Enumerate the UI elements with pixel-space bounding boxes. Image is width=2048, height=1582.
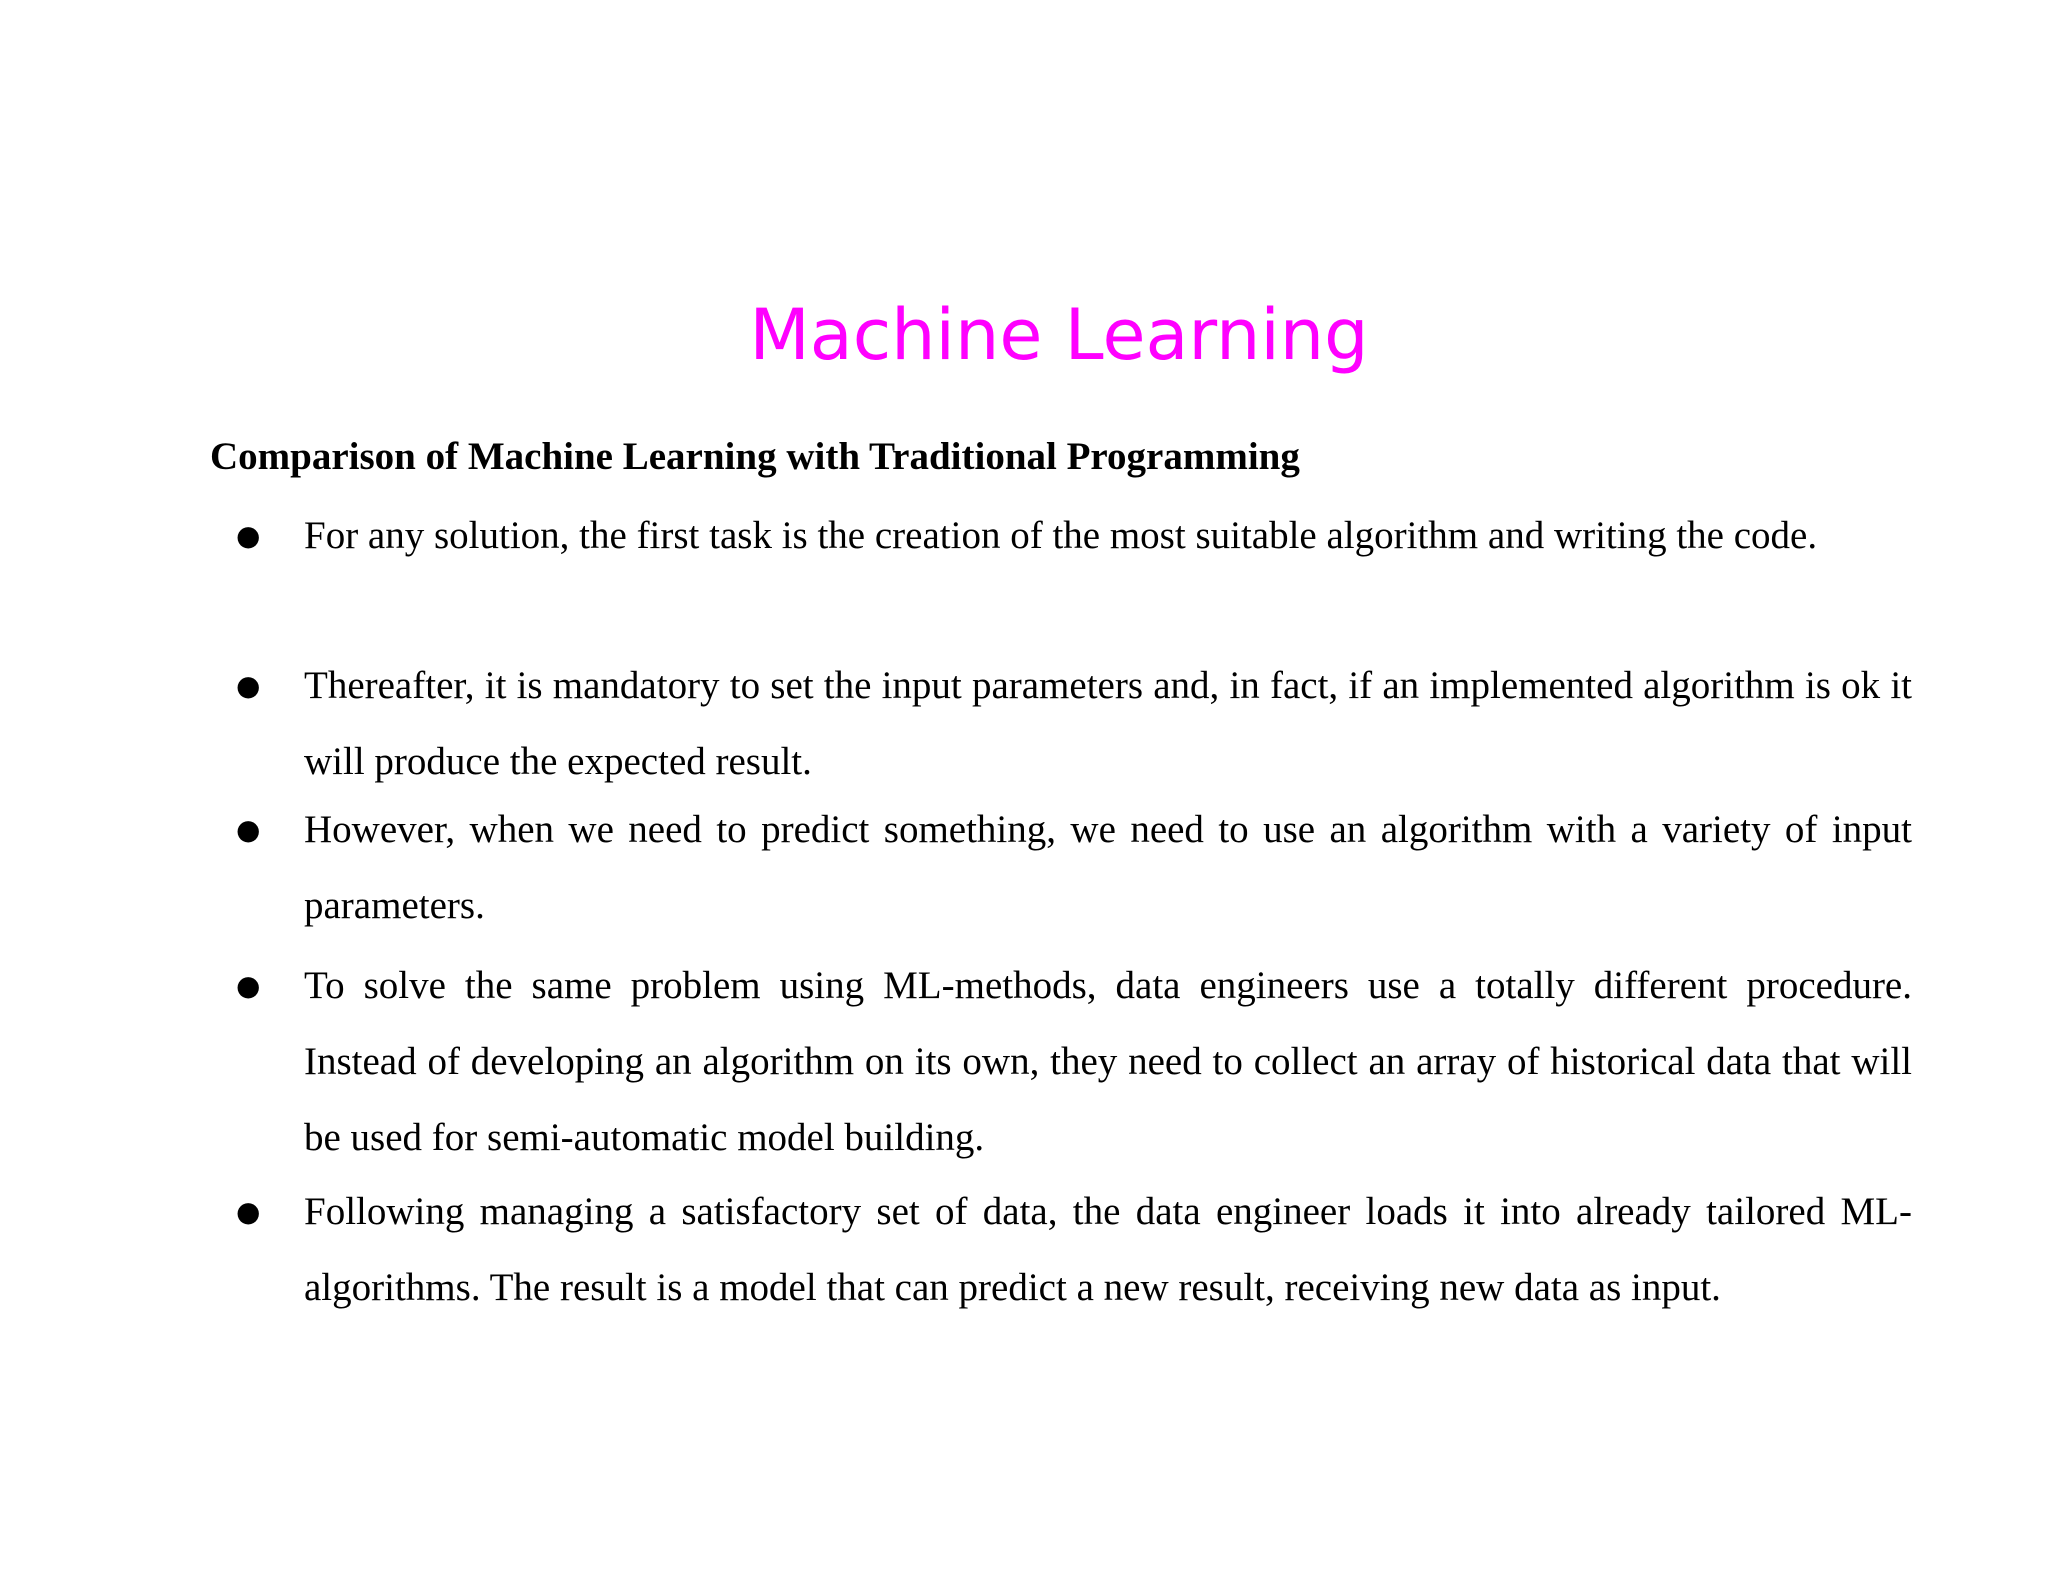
list-item-text: Following managing a satisfactory set of data, the data engineer loads it into already tailored ML-algorithms. The result is a model that can predict a new result, receiving new data as input. <box>304 1190 1912 1309</box>
bullet-icon: ● <box>236 969 261 1002</box>
bullet-icon: ● <box>236 519 261 552</box>
section-heading: Comparison of Machine Learning with Traditional Programming <box>210 435 1300 478</box>
bullet-icon: ● <box>236 813 261 846</box>
page-title <box>0 290 2048 380</box>
bullet-icon: ● <box>236 1195 261 1228</box>
list-item-text: For any solution, the first task is the creation of the most suitable algorithm and writing the code. <box>304 514 1818 557</box>
list-item-text: However, when we need to predict something, we need to use an algorithm with a variety of input parameters. <box>304 808 1912 927</box>
bullet-icon: ● <box>236 669 261 702</box>
page-title-text: Machine Learning <box>749 294 1369 376</box>
list-item-text: To solve the same problem using ML-methods, data engineers use a totally different procedure. Instead of developing an algorithm on its own, they need to collect an array of historical data that will be used for semi-automatic model building. <box>304 964 1912 1159</box>
list-item-text: Thereafter, it is mandatory to set the input parameters and, in fact, if an implemented algorithm is ok it will produce the expected result. <box>304 664 1912 783</box>
